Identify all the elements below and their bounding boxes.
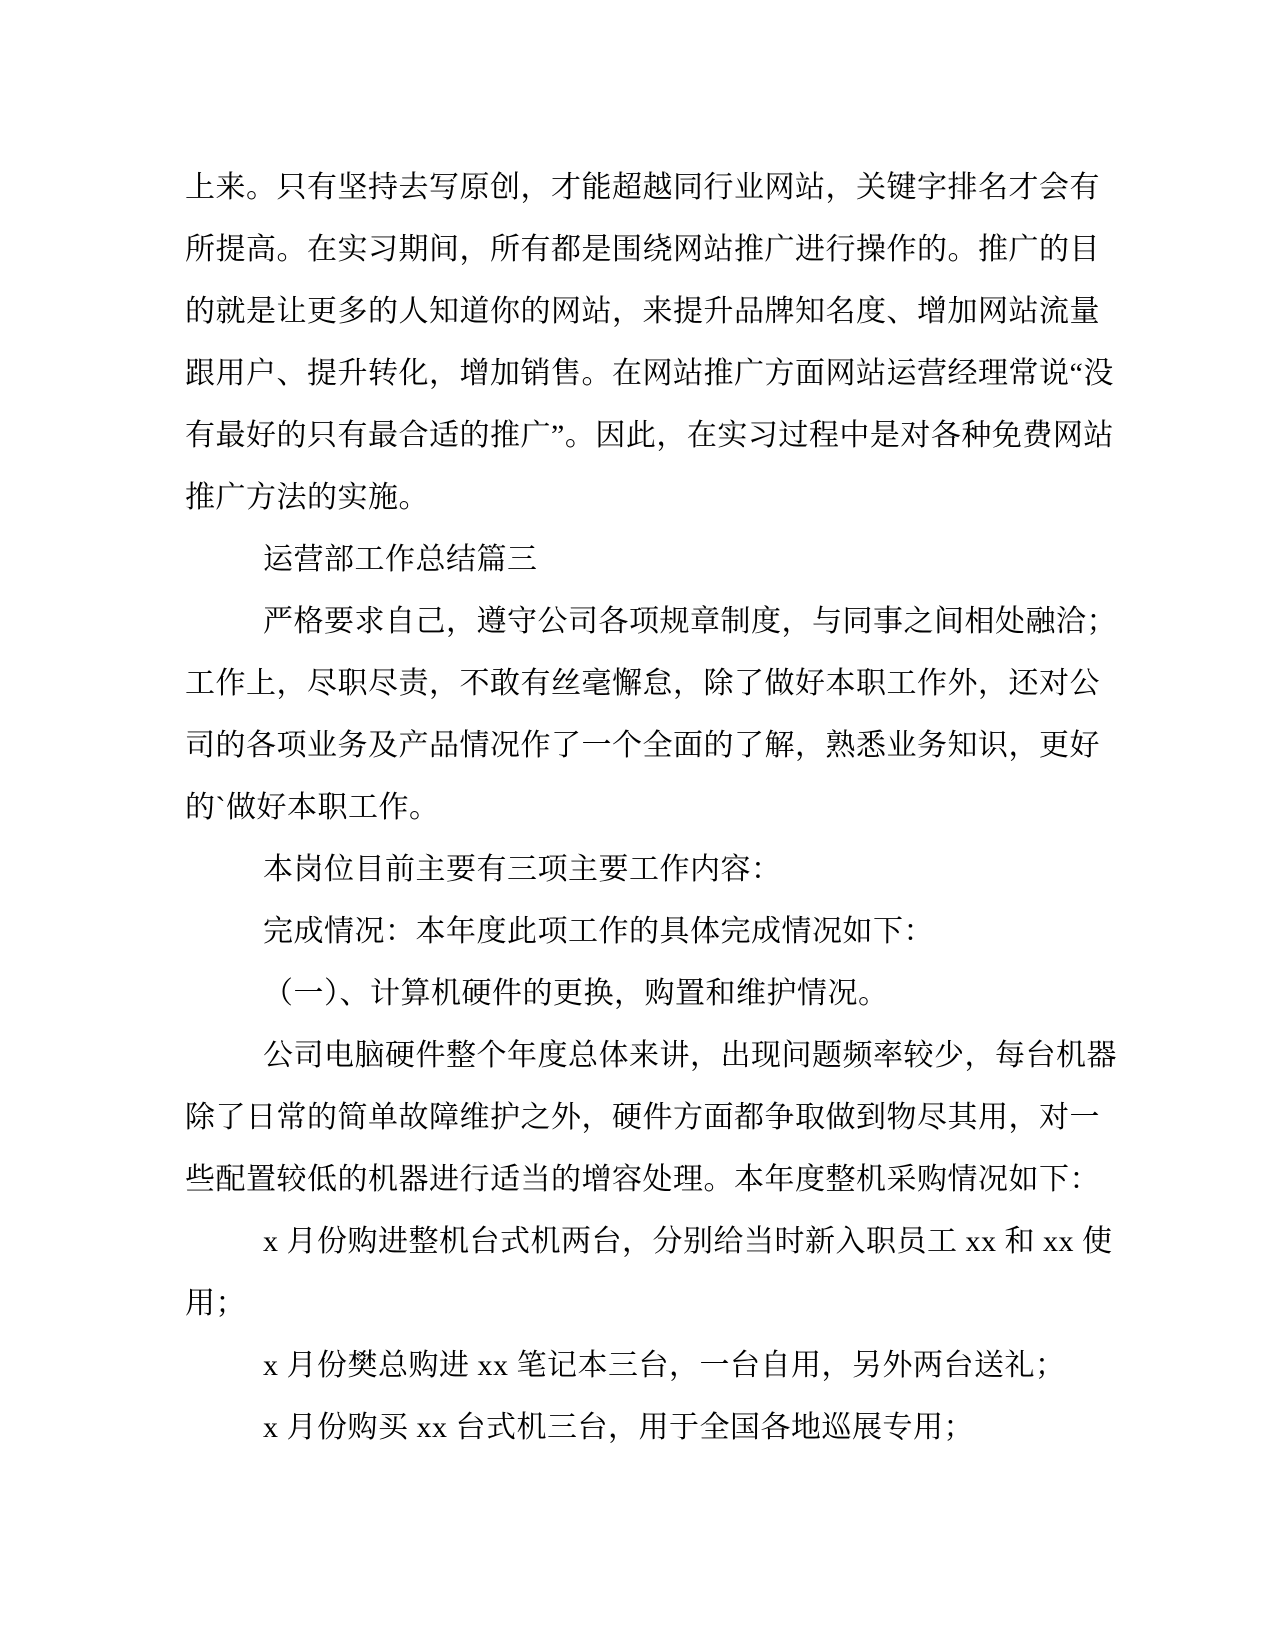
section-heading-line: 运营部工作总结篇三 xyxy=(263,543,538,576)
text-line: 完成情况：本年度此项工作的具体完成情况如下： xyxy=(263,915,934,948)
text-line: 所提高。在实习期间，所有都是围绕网站推广进行操作的。推广的目 xyxy=(185,233,1100,266)
text-line: 公司电脑硬件整个年度总体来讲，出现问题频率较少，每台机器 xyxy=(263,1039,1117,1072)
text-line: x 月份樊总购进 xx 笔记本三台，一台自用，另外两台送礼； xyxy=(263,1349,1066,1382)
document-text-block xyxy=(185,157,1115,1459)
text-line: 司的各项业务及产品情况作了一个全面的了解，熟悉业务知识，更好 xyxy=(185,729,1100,762)
text-line: x 月份购进整机台式机两台，分别给当时新入职员工 xx 和 xx 使 xyxy=(263,1225,1113,1258)
list-item-line: （一）、计算机硬件的更换，购置和维护情况。 xyxy=(263,977,889,1010)
text-line: 的就是让更多的人知道你的网站，来提升品牌知名度、增加网站流量 xyxy=(185,295,1100,328)
text-line: 上来。只有坚持去写原创，才能超越同行业网站，关键字排名才会有 xyxy=(185,171,1100,204)
text-line: x 月份购买 xx 台式机三台，用于全国各地巡展专用； xyxy=(263,1411,974,1444)
text-line: 的`做好本职工作。 xyxy=(185,791,440,824)
text-line: 除了日常的简单故障维护之外，硬件方面都争取做到物尽其用，对一 xyxy=(185,1101,1100,1134)
text-line: 跟用户、提升转化，增加销售。在网站推广方面网站运营经理常说“没 xyxy=(185,357,1114,390)
text-line: 推广方法的实施。 xyxy=(185,481,429,514)
text-line: 本岗位目前主要有三项主要工作内容： xyxy=(263,853,782,886)
text-line: 工作上，尽职尽责，不敢有丝毫懈怠，除了做好本职工作外，还对公 xyxy=(185,667,1100,700)
text-line: 用； xyxy=(185,1287,246,1320)
text-line: 有最好的只有最合适的推广”。因此，在实习过程中是对各种免费网站 xyxy=(185,419,1114,452)
text-line: 些配置较低的机器进行适当的增容处理。本年度整机采购情况如下： xyxy=(185,1163,1100,1196)
text-line: 严格要求自己，遵守公司各项规章制度，与同事之间相处融洽； xyxy=(263,605,1117,638)
